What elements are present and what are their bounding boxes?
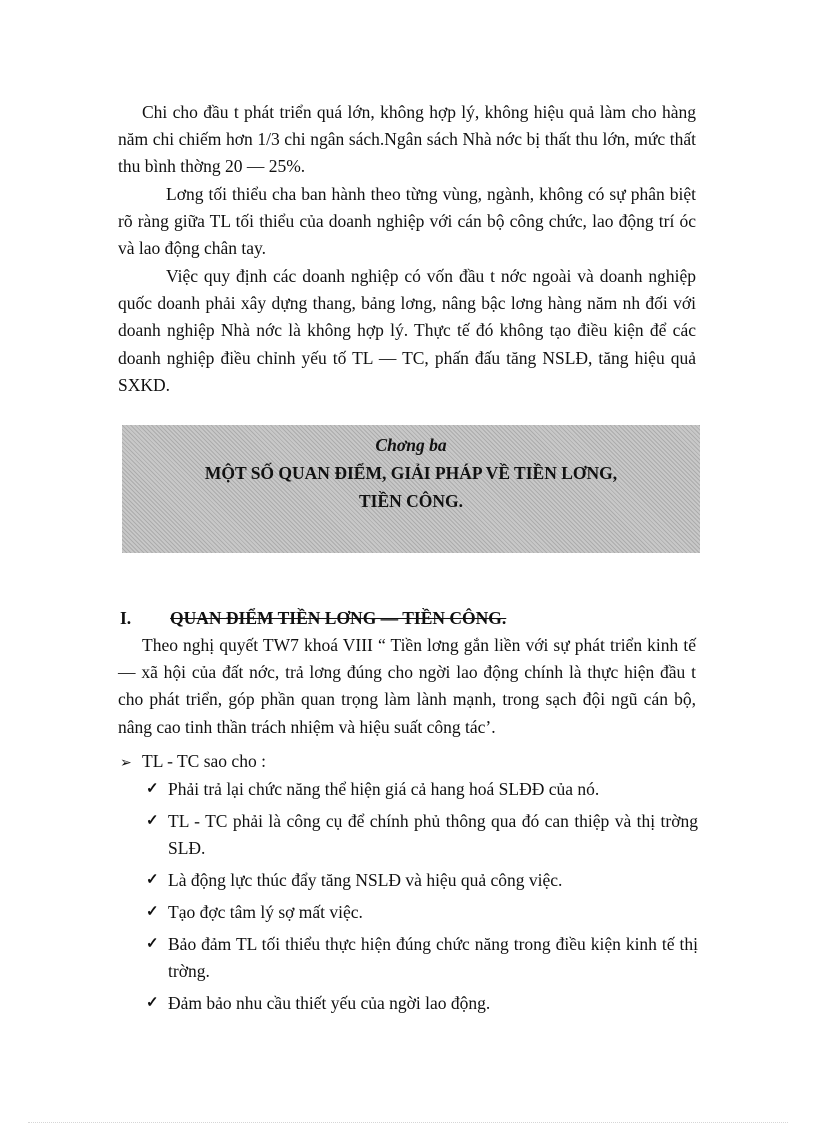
list-item-text: Tạo đợc tâm lý sợ mất việc.: [168, 902, 363, 922]
chapter-label: Chơng ba: [375, 435, 447, 455]
arrow-bullet-icon: ➢: [120, 756, 132, 771]
check-icon: ✓: [146, 872, 159, 888]
list-item-text: Là động lực thúc đẩy tăng NSLĐ và hiệu quả công việc.: [168, 870, 563, 890]
intro-paragraph: [118, 632, 696, 741]
section-number: I.: [120, 608, 132, 628]
list-item-text: Phải trả lại chức năng thể hiện giá cả hang hoá SLĐĐ của nó.: [168, 779, 600, 799]
chapter-title-line-1: MỘT SỐ QUAN ĐIỂM, GIẢI PHÁP VỀ TIỀN LƠNG,: [204, 463, 618, 483]
paragraph-2: [118, 181, 696, 263]
check-icon: ✓: [146, 781, 159, 797]
main-bullet-text: TL - TC sao cho :: [142, 751, 266, 771]
list-item-text: Đảm bảo nhu cầu thiết yếu của ngời lao động.: [168, 993, 491, 1013]
paragraph-1-text: Chi cho đầu t phát triển quá lớn, không hợp lý, không hiệu quả làm cho hàng năm chi chiếm hơn 1/3 chi ngân sách.Ngân sách Nhà nớc bị thất thu lớn, mức thất thu bình thờng 20 — 25%.: [118, 102, 696, 177]
list-item-text: Bảo đảm TL tối thiểu thực hiện đúng chức năng trong điều kiện kinh tế thị trờng.: [168, 934, 698, 981]
list-item: [146, 931, 698, 985]
intro-paragraph-text: Theo nghị quyết TW7 khoá VIII “ Tiền lơng gắn liền với sự phát triển kinh tế — xã hội của đất nớc, trả lơng đúng cho ngời lao động chính là thực hiện đầu t cho phát triển, góp phần quan trọng làm lành mạnh, trong sạch đội ngũ cán bộ, nâng cao tinh thần trách nhiệm và hiệu suất công tác’.: [118, 635, 696, 737]
check-icon: ✓: [146, 995, 159, 1011]
list-item: [146, 990, 698, 1017]
list-item: [146, 899, 698, 926]
list-item: [146, 867, 698, 894]
section-title: QUAN ĐIỂM TIỀN LƠNG — TIỀN CÔNG.: [170, 608, 507, 628]
paragraph-1: [118, 99, 696, 181]
list-item: [146, 776, 698, 803]
paragraph-3-text: Việc quy định các doanh nghiệp có vốn đầu t nớc ngoài và doanh nghiệp quốc doanh phải xây dựng thang, bảng lơng, nâng bậc lơng hàng năm nh đối với doanh nghiệp Nhà nớc là không hợp lý. Thực tế đó không tạo điều kiện để các doanh nghiệp điều chỉnh yếu tố TL — TC, phấn đấu tăng NSLĐ, tăng hiệu quả SXKD.: [118, 266, 696, 395]
main-bullet: [120, 748, 266, 777]
check-icon: ✓: [146, 904, 159, 920]
list-item: [146, 808, 698, 862]
chapter-banner: [122, 425, 700, 553]
paragraph-2-text: Lơng tối thiểu cha ban hành theo từng vùng, ngành, không có sự phân biệt rõ ràng giữa TL tối thiểu của doanh nghiệp với cán bộ công chức, lao động trí óc và lao động chân tay.: [118, 184, 696, 259]
check-icon: ✓: [146, 936, 159, 952]
paragraph-3: [118, 263, 696, 399]
chapter-title-line-2: TIỀN CÔNG.: [358, 491, 464, 511]
list-item-text: TL - TC phải là công cụ để chính phủ thông qua đó can thiệp và thị trờng SLĐ.: [168, 811, 698, 858]
check-icon: ✓: [146, 813, 159, 829]
check-list: [146, 776, 698, 1022]
